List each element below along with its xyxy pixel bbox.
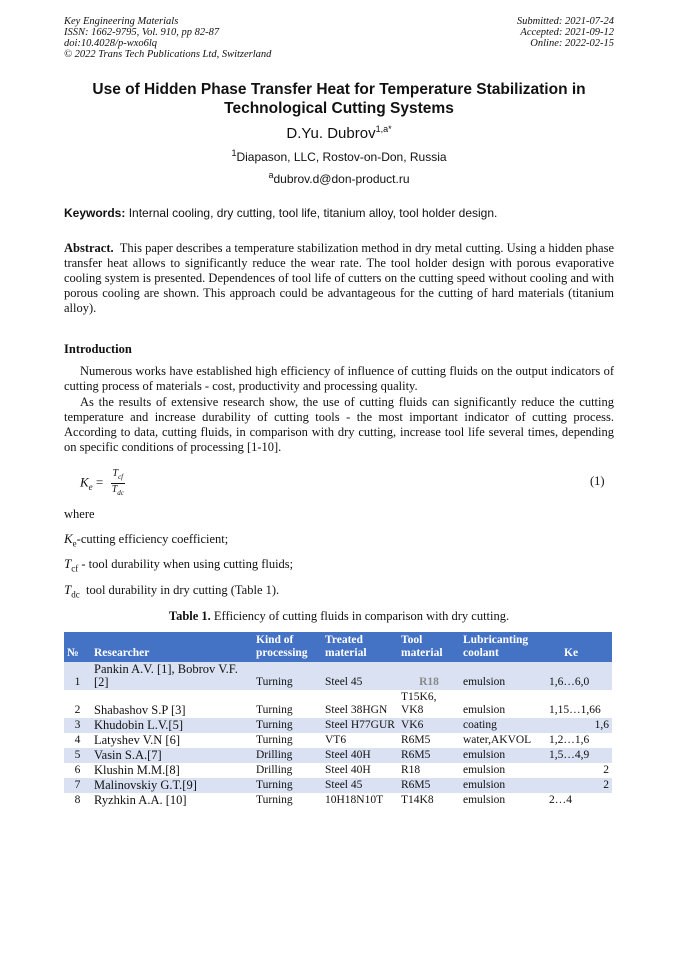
equation-number: (1) [590,474,605,488]
def-symbol: K [64,531,73,546]
table-row [64,778,612,793]
cell-processing: Turning [256,704,293,716]
online-date: Online: 2022-02-15 [530,38,614,49]
eq-lhs: K [80,474,89,490]
table-row [64,763,612,778]
author-name: D.Yu. Dubrov [286,125,376,142]
col-header-processing: Kind of processing [253,632,322,662]
def-subscript: e [72,538,77,549]
cell-ke: 1,6 [546,718,612,733]
paper-title: Use of Hidden Phase Transfer Heat for Temperature Stabilization in Technological Cutting Systems [92,81,586,117]
cell-material: 10H18N10T [325,794,384,806]
cell-ke: 1,15…1,66 [549,704,601,716]
cell-material: VT6 [325,734,347,746]
definition-ke [64,531,228,549]
abstract [64,241,614,316]
cell-number: 6 [74,764,81,776]
col-header-researcher: Researcher [91,632,253,662]
table-header-row [64,632,612,662]
cell-material: Steel 40H [322,748,398,763]
col-header-number: № [64,632,91,662]
cell-coolant: water,AKVOL [463,734,532,746]
cell-number: 5 [64,748,91,763]
cell-processing: Turning [253,718,322,733]
intro-paragraph-1: Numerous works have established high efficiency of influence of cutting fluids on the output indicators of cutting process of materials - cost, productivity and processing quality. [64,364,614,393]
submitted-date: Submitted: 2021-07-24 [516,16,614,27]
eq-equals: = [95,474,104,490]
def-subscript: cf [71,563,79,574]
cell-number: 8 [74,794,81,806]
equation [80,468,125,499]
eq-den-sym: T [111,484,118,495]
cell-tool: R18 [398,662,460,690]
cell-researcher: Shabashov S.P [3] [94,703,186,717]
where-text: where [64,507,95,521]
affiliation-line [0,150,678,164]
cell-processing: Turning [256,734,293,746]
cell-number: 4 [74,734,81,746]
cell-ke: 1,5…4,9 [546,748,612,763]
journal-doi: doi:10.4028/p-wxo6lq [64,38,158,49]
table-row [64,662,612,690]
cell-coolant: emulsion [463,794,506,806]
col-header-material: Treated material [322,632,398,662]
affiliation-sup: 1 [231,148,237,158]
eq-lhs-sub: e [88,482,93,493]
eq-num-sub: cf [118,473,124,481]
cell-number: 1 [64,662,91,690]
cell-ke: 1,6…6,0 [546,662,612,690]
cell-researcher: Latyshev V.N [6] [94,733,180,747]
cell-tool: R18 [401,764,421,776]
cell-researcher: Klushin M.M.[8] [94,763,180,777]
def-text: tool durability in dry cutting (Table 1). [79,583,280,597]
table-row [64,690,612,718]
email-text: dubrov.d@don-product.ru [273,172,410,186]
cell-researcher: Pankin A.V. [1], Bobrov V.F.[2] [91,662,253,690]
cell-tool: R6M5 [398,778,460,793]
abstract-label: Abstract. [64,241,114,255]
cell-tool: T15K6, VK8 [401,691,437,716]
cell-processing: Turning [253,778,322,793]
table-caption-label: Table 1. [168,609,211,623]
author-sup: 1,a* [375,124,392,134]
eq-denominator [111,484,126,499]
journal-issn: ISSN: 1662-9795, Vol. 910, pp 82-87 [64,27,220,38]
cell-material: Steel 45 [322,778,398,793]
def-symbol: T [64,582,72,597]
def-subscript: dc [71,589,80,600]
cell-coolant: emulsion [463,704,506,716]
author-line [0,125,678,142]
cell-researcher: Malinovskiy G.T.[9] [91,778,253,793]
cell-processing: Turning [253,662,322,690]
cell-coolant: emulsion [460,662,546,690]
cell-material: Steel H77GUR [322,718,398,733]
cell-researcher: Khudobin L.V.[5] [91,718,253,733]
cell-material: Steel 45 [322,662,398,690]
table-caption [0,609,678,624]
cell-number: 3 [64,718,91,733]
cell-material: Steel 40H [325,764,371,776]
intro-heading: Introduction [64,342,132,356]
efficiency-table [64,632,612,808]
cell-ke: 2 [546,778,612,793]
definition-tcf [64,556,293,574]
email-sup: a [268,170,274,180]
cell-coolant: emulsion [463,764,506,776]
cell-processing: Turning [256,794,293,806]
table-caption-text: Efficiency of cutting fluids in comparison with dry cutting. [210,609,510,623]
cell-ke: 2…4 [549,794,572,806]
journal-header-right [517,16,614,49]
def-text: - tool durability when using cutting fluids; [78,557,294,571]
accepted-date: Accepted: 2021-09-12 [520,27,614,38]
cell-coolant: coating [460,718,546,733]
table-row [64,793,612,808]
eq-num-sym: T [112,468,119,479]
abstract-text: This paper describes a temperature stabilization method in dry metal cutting. Using a hidden phase transfer heat allows to significantly reduce the wear rate. The tool holder design with porous evaporative cooling system is presented. Dependences of tool life of cutters on the cutting speed without cooling and with porous cooling are shown. This approach could be advantageous for the cutting of hard materials (titanium alloy). [64,241,614,315]
cell-coolant: emulsion [460,748,546,763]
affiliation-text: Diapason, LLC, Rostov-on-Don, Russia [236,150,447,164]
col-header-ke: Ke [546,632,612,662]
cell-processing: Drilling [253,748,322,763]
cell-researcher: Ryzhkin A.A. [10] [94,793,187,807]
col-header-coolant: Lubricanting coolant [460,632,546,662]
eq-numerator [111,468,126,484]
journal-copyright: © 2022 Trans Tech Publications Ltd, Switzerland [64,49,272,60]
cell-coolant: emulsion [460,778,546,793]
table-row [64,748,612,763]
cell-tool: R6M5 [401,734,431,746]
col-header-tool: Tool material [398,632,460,662]
intro-paragraph-2: As the results of extensive research show, the use of cutting fluids can significantly reduce the cutting temperature and increase durability of cutting tools - the most important indicator of cutting process. According to data, cutting fluids, in comparison with dry cutting, increase tool life several times, depending on specific conditions of processing [1-10]. [64,395,614,454]
cell-material: Steel 38HGN [325,704,388,716]
journal-header-left [64,16,271,60]
keywords-label: Keywords: [64,206,126,220]
cell-number: 2 [74,704,81,716]
journal-name: Key Engineering Materials [64,16,179,27]
eq-den-sub: dc [117,489,124,497]
cell-processing: Drilling [256,764,293,776]
definition-tdc [64,582,279,600]
cell-ke: 2 [603,764,609,776]
keywords-text: Internal cooling, dry cutting, tool life, titanium alloy, tool holder design. [128,206,498,220]
eq-fraction [111,468,126,499]
keywords [64,206,624,220]
def-symbol: T [64,556,72,571]
cell-tool: R6M5 [398,748,460,763]
email-line [0,172,678,186]
table-row [64,733,612,748]
cell-number: 7 [64,778,91,793]
table-row [64,718,612,733]
cell-tool: T14K8 [401,794,434,806]
cell-researcher: Vasin S.A.[7] [91,748,253,763]
cell-ke: 1,2…1,6 [549,734,590,746]
cell-tool: VK6 [398,718,460,733]
def-text: -cutting efficiency coefficient; [76,532,229,546]
